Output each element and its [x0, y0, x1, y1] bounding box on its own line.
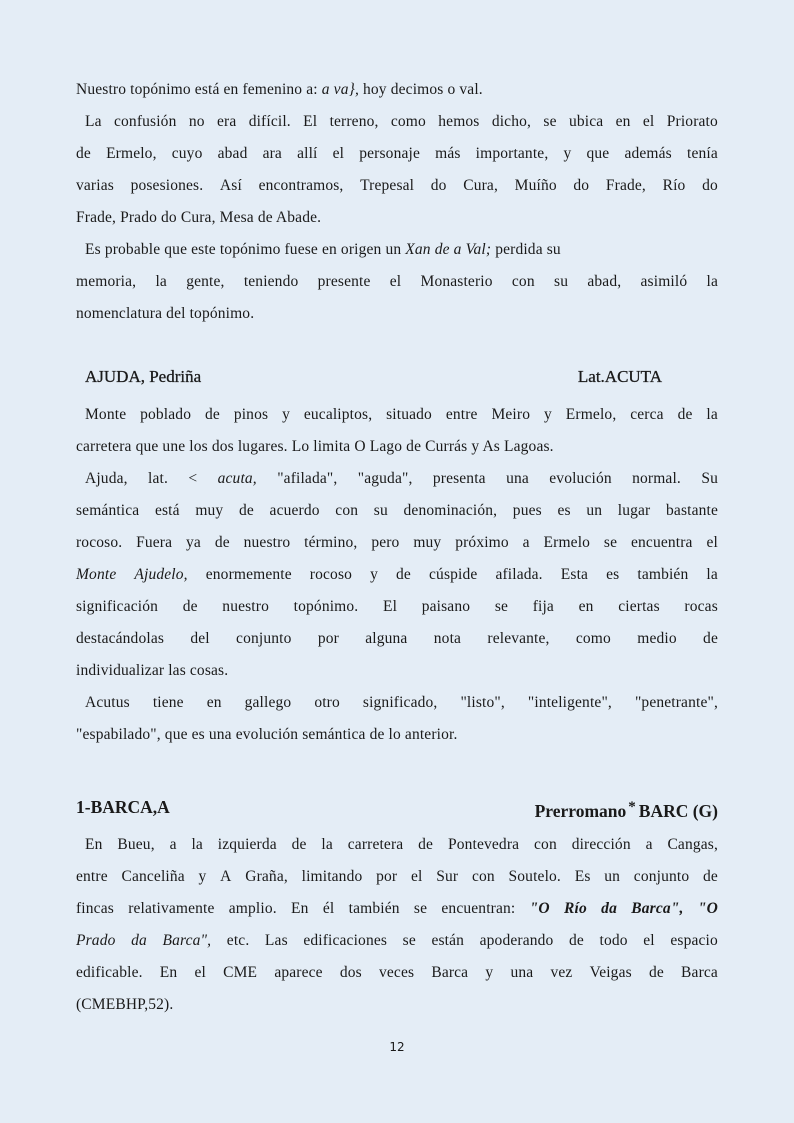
- word: Sur: [436, 868, 459, 885]
- text-line: [76, 655, 718, 687]
- asterisk-mark: *: [628, 799, 636, 815]
- word: "listo",: [460, 694, 505, 711]
- word: allí: [297, 145, 318, 162]
- word: dicho,: [491, 113, 532, 130]
- word: encuentra: [631, 534, 693, 551]
- word: tenía: [686, 145, 718, 162]
- word: medio: [637, 630, 677, 647]
- word: Barca: [431, 964, 469, 981]
- emphasis-word: Ajudelo,: [134, 566, 188, 583]
- word: y: [282, 406, 290, 423]
- document-page: [76, 74, 718, 1021]
- word: "penetrante",: [634, 694, 718, 711]
- word: personaje: [359, 145, 420, 162]
- word: se: [413, 900, 428, 917]
- word: hemos: [438, 113, 480, 130]
- word: de: [291, 836, 307, 853]
- word: gallego: [244, 694, 292, 711]
- word: enormemente: [205, 566, 292, 583]
- word: normal.: [632, 470, 681, 487]
- word: una: [506, 470, 529, 487]
- word: el: [643, 932, 655, 949]
- word: En: [85, 836, 103, 853]
- word: la: [321, 836, 333, 853]
- word: lugar: [617, 502, 651, 519]
- word: gente,: [186, 273, 225, 290]
- word: Graña,: [245, 868, 288, 885]
- etymology-origin: Prerromano: [534, 801, 627, 821]
- word: y: [370, 566, 378, 583]
- word: a: [169, 836, 177, 853]
- word: todo: [599, 932, 628, 949]
- word: a: [645, 836, 653, 853]
- text-run: perdida su: [491, 241, 561, 258]
- word: Trepesal: [360, 177, 415, 194]
- word: más: [435, 145, 461, 162]
- word: ya: [186, 534, 201, 551]
- word: de: [677, 406, 693, 423]
- word: la: [191, 836, 203, 853]
- page-number: 12: [389, 1040, 405, 1054]
- word: de: [648, 964, 664, 981]
- word: poblado: [140, 406, 192, 423]
- text-run: Es probable que este topónimo fuese en origen un: [85, 241, 406, 258]
- word: dos: [339, 964, 362, 981]
- word: rocoso: [309, 566, 353, 583]
- word: era: [216, 113, 237, 130]
- word: con: [511, 273, 535, 290]
- word: se: [494, 598, 509, 615]
- word: Pontevedra: [447, 836, 520, 853]
- text-line: [76, 527, 718, 559]
- word: relevante,: [487, 630, 550, 647]
- text-run: Nuestro topónimo está en femenino a:: [76, 81, 322, 98]
- word: su: [554, 273, 569, 290]
- word: Cura,: [463, 177, 498, 194]
- word: muy: [413, 534, 442, 551]
- word: encontramos,: [258, 177, 344, 194]
- text-line: [76, 463, 718, 495]
- word: y: [563, 145, 572, 162]
- word: lat.: [148, 470, 168, 487]
- word: el: [389, 273, 402, 290]
- word: él: [322, 900, 335, 917]
- word: un: [604, 868, 621, 885]
- word: pinos: [233, 406, 269, 423]
- word: la: [706, 566, 718, 583]
- word: Canceliña: [121, 868, 185, 885]
- word: Monte: [85, 406, 127, 423]
- word: la: [155, 273, 167, 290]
- text-line: [76, 687, 718, 719]
- emphasis-word: Río: [564, 900, 587, 917]
- word: evolución: [549, 470, 612, 487]
- emphasis-word: Prado: [76, 932, 116, 949]
- word: como: [390, 113, 426, 130]
- etymology-root: BARC (G): [638, 801, 718, 821]
- word: apoderando: [479, 932, 554, 949]
- word: Ermelo: [543, 534, 591, 551]
- word: Monasterio: [420, 273, 493, 290]
- word: se: [402, 932, 416, 949]
- word: La: [85, 113, 102, 130]
- text-line: [76, 298, 718, 330]
- text-line: [76, 989, 718, 1021]
- word: de: [418, 836, 434, 853]
- text-run: individualizar las cosas.: [76, 662, 229, 679]
- text-line: [76, 234, 718, 266]
- emphasis-word: Barca",: [162, 932, 212, 949]
- entry-etymology: Lat.ACUTA: [577, 367, 662, 386]
- word: por: [317, 630, 339, 647]
- emphasis-word: "O: [697, 900, 718, 917]
- word: eucaliptos,: [303, 406, 373, 423]
- word: semántica: [76, 502, 140, 519]
- section-val: [76, 74, 718, 330]
- word: El: [303, 113, 318, 130]
- word: importante,: [475, 145, 549, 162]
- emphasis-word: Monte: [76, 566, 117, 583]
- word: presente: [317, 273, 371, 290]
- word: Fuera: [136, 534, 173, 551]
- word: conjunto: [633, 868, 690, 885]
- word: posesiones.: [130, 177, 204, 194]
- emphasis-word: Barca",: [631, 900, 684, 917]
- text-run: "espabilado", que es una evolución semántica de lo anterior.: [76, 726, 458, 743]
- text-run: nomenclatura del topónimo.: [76, 305, 255, 322]
- word: "aguda",: [357, 470, 413, 487]
- word: Es: [574, 868, 591, 885]
- word: CME: [223, 964, 258, 981]
- word: afilada.: [495, 566, 543, 583]
- word: El: [382, 598, 398, 615]
- word: el: [194, 964, 206, 981]
- word: A: [220, 868, 232, 885]
- word: nuestro: [243, 534, 291, 551]
- word: relativamente: [128, 900, 215, 917]
- word: cuyo: [171, 145, 203, 162]
- emphasis-text: Xan de a Val;: [405, 241, 492, 258]
- word: En: [159, 964, 178, 981]
- word: por: [376, 868, 398, 885]
- word: abad,: [587, 273, 622, 290]
- word: alguna: [365, 630, 408, 647]
- word: Ermelo,: [565, 406, 617, 423]
- word: muy: [195, 502, 224, 519]
- word: significado,: [362, 694, 438, 711]
- word: Barca: [681, 964, 718, 981]
- word: en: [206, 694, 222, 711]
- word: término,: [304, 534, 358, 551]
- text-line: [76, 719, 718, 751]
- word: cúspide: [429, 566, 478, 583]
- word: entre: [445, 406, 478, 423]
- text-line: [76, 957, 718, 989]
- text-line: [76, 399, 718, 431]
- word: "inteligente",: [527, 694, 612, 711]
- word: que: [586, 145, 610, 162]
- word: se: [603, 534, 618, 551]
- word: está: [154, 502, 180, 519]
- word: limitando: [301, 868, 363, 885]
- word: Ajuda,: [85, 470, 128, 487]
- word: Muíño: [514, 177, 557, 194]
- word: con: [335, 502, 359, 519]
- section-barca: [76, 791, 718, 1021]
- word: acuerdo: [269, 502, 320, 519]
- word: encuentran:: [441, 900, 516, 917]
- word: un: [586, 502, 603, 519]
- word: el: [642, 113, 655, 130]
- word: terreno,: [329, 113, 379, 130]
- word: pero: [371, 534, 400, 551]
- word: carretera: [347, 836, 404, 853]
- word: de: [702, 868, 718, 885]
- word: Esta: [560, 566, 589, 583]
- text-line: [76, 266, 718, 298]
- entry-etymology: [535, 791, 718, 823]
- word: de: [76, 145, 91, 162]
- word: a: [522, 534, 530, 551]
- entry-heading: [76, 361, 718, 393]
- word: veces: [379, 964, 415, 981]
- word: memoria,: [76, 273, 137, 290]
- word: Soutelo.: [508, 868, 561, 885]
- word: Las: [264, 932, 288, 949]
- word: teniendo: [243, 273, 299, 290]
- word: Río: [662, 177, 686, 194]
- word: Acutus: [85, 694, 130, 711]
- word: es: [557, 502, 571, 519]
- word: entre: [76, 868, 108, 885]
- emphasis-text: a va},: [321, 81, 359, 98]
- word: otro: [314, 694, 340, 711]
- emphasis-word: da: [131, 932, 147, 949]
- word: y: [544, 406, 552, 423]
- word: no: [188, 113, 205, 130]
- text-line: [76, 925, 718, 957]
- word: del: [190, 630, 210, 647]
- word: do: [430, 177, 447, 194]
- word: edificaciones: [303, 932, 388, 949]
- text-line: [76, 893, 718, 925]
- word: varias: [76, 177, 114, 194]
- word: en: [615, 113, 631, 130]
- word: rocoso.: [76, 534, 123, 551]
- word: de: [396, 566, 411, 583]
- word: <: [188, 470, 198, 487]
- word: vez: [550, 964, 573, 981]
- text-run: carretera que une los dos lugares. Lo limita O Lago de Currás y As Lagoas.: [76, 438, 554, 455]
- word: la: [706, 406, 718, 423]
- word: do: [573, 177, 590, 194]
- word: de: [182, 598, 198, 615]
- word: confusión: [114, 113, 177, 130]
- word: Bueu,: [117, 836, 155, 853]
- word: fija: [532, 598, 554, 615]
- word: y: [485, 964, 494, 981]
- word: etc.: [226, 932, 250, 949]
- word: el: [706, 534, 718, 551]
- emphasis-word: da: [601, 900, 617, 917]
- word: el: [410, 868, 423, 885]
- word: ara: [262, 145, 282, 162]
- word: Priorato: [666, 113, 718, 130]
- text-line: [76, 829, 718, 861]
- word: con: [534, 836, 557, 853]
- entry-heading: [76, 791, 718, 823]
- emphasis-word: "O: [529, 900, 550, 917]
- word: su: [373, 502, 388, 519]
- text-line: [76, 623, 718, 655]
- word: también: [637, 566, 689, 583]
- word: dirección: [571, 836, 631, 853]
- word: En: [291, 900, 309, 917]
- text-line: [76, 202, 718, 234]
- word: Ermelo,: [106, 145, 157, 162]
- word: de: [205, 406, 220, 423]
- word: izquierda: [217, 836, 277, 853]
- word: de: [238, 502, 254, 519]
- word: pues: [512, 502, 542, 519]
- word: rocas: [684, 598, 718, 615]
- word: de: [703, 630, 718, 647]
- text-run: (CMEBHP,52).: [76, 996, 174, 1013]
- word: cerca: [630, 406, 664, 423]
- text-line: [76, 74, 718, 106]
- word: también: [348, 900, 400, 917]
- word: tiene: [152, 694, 184, 711]
- text-line: [76, 431, 718, 463]
- word: asimiló: [640, 273, 688, 290]
- word: y: [198, 868, 207, 885]
- text-line: [76, 106, 718, 138]
- word: se: [543, 113, 557, 130]
- word: abad: [217, 145, 248, 162]
- word: Frade,: [605, 177, 646, 194]
- word: ubica: [568, 113, 604, 130]
- section-ajuda: [76, 361, 718, 751]
- word: Así: [219, 177, 242, 194]
- word: situado: [386, 406, 432, 423]
- word: presenta: [432, 470, 486, 487]
- word: de: [569, 932, 584, 949]
- word: edificable.: [76, 964, 143, 981]
- word: de: [214, 534, 230, 551]
- word: nuestro: [222, 598, 269, 615]
- word: en: [578, 598, 594, 615]
- word: "afilada",: [277, 470, 338, 487]
- word: están: [431, 932, 465, 949]
- word: Meiro: [491, 406, 531, 423]
- text-line: [76, 559, 718, 591]
- emphasis-word: acuta,: [217, 470, 257, 487]
- text-line: [76, 591, 718, 623]
- word: aparece: [274, 964, 323, 981]
- word: espacio: [670, 932, 718, 949]
- text-line: [76, 861, 718, 893]
- word: además: [624, 145, 672, 162]
- word: do: [702, 177, 718, 194]
- word: conjunto: [236, 630, 292, 647]
- word: paisano: [421, 598, 471, 615]
- word: Cangas,: [667, 836, 718, 853]
- word: bastante: [666, 502, 718, 519]
- word: denominación,: [403, 502, 498, 519]
- text-run: hoy decimos o val.: [358, 81, 483, 98]
- word: destacándolas: [76, 630, 165, 647]
- word: como: [575, 630, 611, 647]
- word: Veigas: [589, 964, 632, 981]
- word: fincas: [76, 900, 114, 917]
- text-line: [76, 495, 718, 527]
- word: significación: [76, 598, 159, 615]
- word: la: [706, 273, 718, 290]
- word: el: [332, 145, 345, 162]
- word: difícil.: [248, 113, 291, 130]
- text-run: Frade, Prado do Cura, Mesa de Abade.: [76, 209, 322, 226]
- word: próximo: [455, 534, 509, 551]
- text-line: [76, 138, 718, 170]
- word: con: [471, 868, 495, 885]
- word: Su: [701, 470, 718, 487]
- word: es: [606, 566, 620, 583]
- word: ciertas: [618, 598, 660, 615]
- word: nota: [433, 630, 462, 647]
- entry-title: AJUDA, Pedriña: [85, 367, 202, 386]
- word: amplio.: [228, 900, 277, 917]
- text-line: [76, 170, 718, 202]
- word: una: [510, 964, 534, 981]
- word: topónimo.: [293, 598, 359, 615]
- entry-title: 1-BARCA,A: [76, 797, 170, 817]
